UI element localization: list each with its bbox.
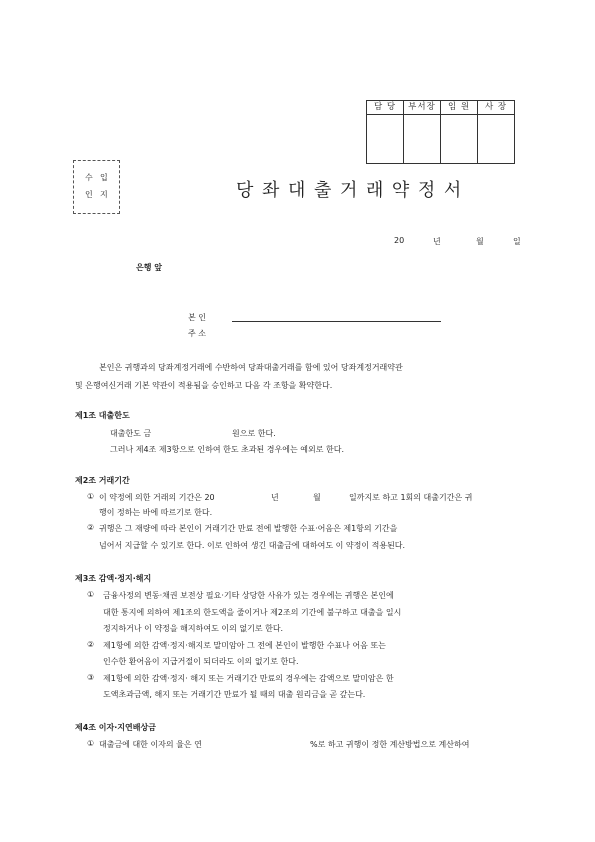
article-2-line: 귀행은 그 재량에 따라 본인이 거래기간 만료 전에 발행한 수표·어음은 제1항의 기간을 <box>99 524 398 533</box>
article-3-line: 제1항에 의한 감액·정지·해지로 말미암아 그 전에 본인이 발행한 수표나 어음 또는 <box>103 641 386 650</box>
clause-mark: ② <box>87 640 95 649</box>
article-1-line: 대출한도 금 <box>110 429 152 438</box>
article-1-line: 원으로 한다. <box>232 429 276 438</box>
approval-signature-president[interactable] <box>478 115 515 164</box>
addressee: 은행 앞 <box>136 263 162 272</box>
date-year: 20 <box>394 236 405 245</box>
article-2-title: 제2조 거래기간 <box>75 476 130 485</box>
article-2-line: 넘어서 지급할 수 있기로 한다. 이로 인하여 생긴 대출금에 대하여도 이 약정이 적용된다. <box>99 541 406 550</box>
stamp-char: 인 <box>85 190 93 199</box>
address-label: 주 소 <box>188 329 206 338</box>
article-2-line: 일까지로 하고 1회의 대출기간은 귀 <box>349 493 473 502</box>
clause-mark: ① <box>87 590 95 599</box>
article-3-title: 제3조 감액·정지·해지 <box>75 574 152 583</box>
article-4-title: 제4조 이자·지연배상금 <box>75 723 156 732</box>
article-3-line: 금융사정의 변동·채권 보전상 필요·기타 상당한 사유가 있는 경우에는 귀행은 본인에 <box>103 591 394 600</box>
approval-header-president: 사 장 <box>478 101 515 115</box>
approval-header-executive: 임 원 <box>441 101 478 115</box>
date-day-label: 일 <box>513 237 521 246</box>
article-2-line: 월 <box>313 493 321 502</box>
approval-signature-manager[interactable] <box>367 115 404 164</box>
clause-mark: ③ <box>87 673 95 682</box>
article-4-line: 대출금에 대한 이자의 율은 연 <box>99 740 202 749</box>
article-4-line: %로 하고 귀행이 정한 계산방법으로 계산하여 <box>310 740 470 749</box>
date-year-label: 년 <box>433 237 441 246</box>
signatory-line[interactable] <box>232 321 441 322</box>
signatory-label: 본 인 <box>188 313 206 322</box>
stamp-char: 지 <box>100 190 108 199</box>
stamp-char: 수 <box>85 173 93 182</box>
article-3-line: 도액초과금액, 해지 또는 거래기간 만료가 될 때의 대출 원리금을 곧 갚는다. <box>103 690 366 699</box>
approval-signature-dept-head[interactable] <box>404 115 441 164</box>
article-2-line: 년 <box>271 493 279 502</box>
article-1-title: 제1조 대출한도 <box>75 411 130 420</box>
document-title: 당좌대출거래약정서 <box>236 180 470 201</box>
approval-header-dept-head: 부서장 <box>404 101 441 115</box>
intro-line: 본인은 귀행과의 당좌계정거래에 수반하여 당좌대출거래를 함에 있어 당좌계정거래약관 <box>99 363 403 372</box>
stamp-char: 입 <box>100 173 108 182</box>
clause-mark: ① <box>87 739 95 748</box>
date-month-label: 월 <box>476 237 484 246</box>
intro-line: 및 은행여신거래 기본 약관이 적용됨을 승인하고 다음 각 조항을 확약한다. <box>75 381 333 390</box>
approval-header-manager: 담 당 <box>367 101 404 115</box>
article-3-line: 인수한 환어음이 지급거절이 되더라도 이의 없기로 한다. <box>103 657 299 666</box>
clause-mark: ① <box>87 492 95 501</box>
article-2-line: 행이 정하는 바에 따르기로 한다. <box>99 508 213 517</box>
article-1-line: 그러나 제4조 제3항으로 인하여 한도 초과된 경우에는 예외로 한다. <box>110 445 344 454</box>
approval-table <box>366 100 515 164</box>
article-2-line: 이 약정에 의한 거래의 기간은 20 <box>99 493 215 502</box>
clause-mark: ② <box>87 523 95 532</box>
article-3-line: 정지하거나 이 약정을 해지하여도 이의 없기로 한다. <box>103 624 284 633</box>
approval-signature-executive[interactable] <box>441 115 478 164</box>
article-3-line: 제1항에 의한 감액·정지· 해지 또는 거래기간 만료의 경우에는 감액으로 말미암은 한 <box>103 674 394 683</box>
revenue-stamp-box <box>73 160 120 214</box>
article-3-line: 대한 통지에 의하여 제1조의 한도액을 줄이거나 제2조의 기간에 불구하고 대출을 일시 <box>103 608 402 617</box>
